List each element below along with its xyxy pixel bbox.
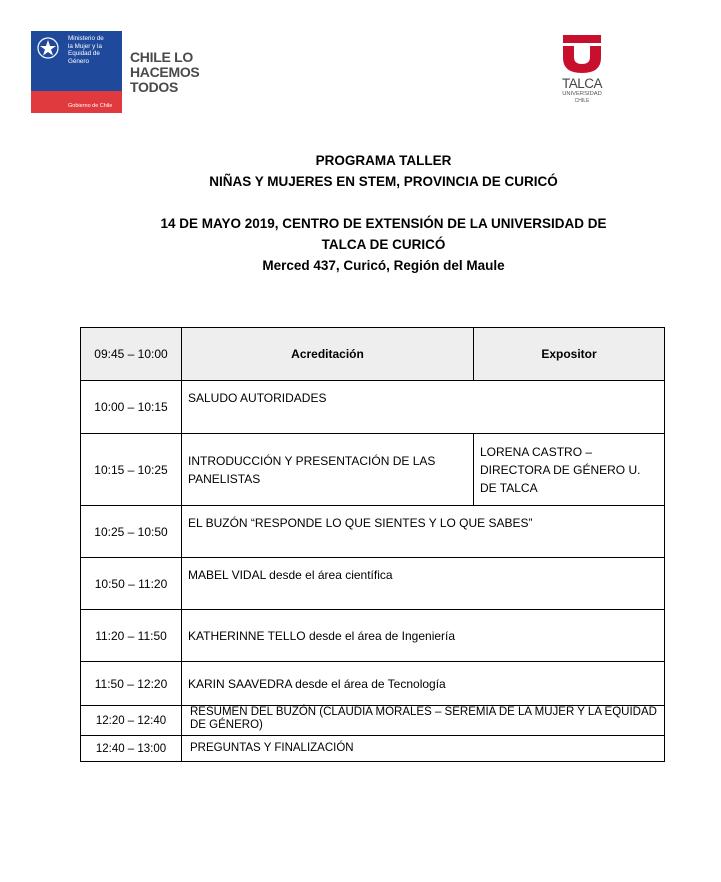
- date-venue-line1: 14 DE MAYO 2019, CENTRO DE EXTENSIÓN DE LA UNIVERSIDAD DE: [160, 216, 607, 231]
- logo-red-band: [31, 91, 122, 113]
- university-country: CHILE: [574, 98, 590, 104]
- row-time: 10:00 – 10:15: [81, 381, 182, 434]
- schedule-table: [80, 327, 665, 762]
- table-row: [81, 506, 665, 558]
- chile-coat-of-arms-icon: [35, 35, 61, 61]
- presenter-name: KARIN SAAVEDRA: [188, 676, 292, 691]
- presenter-name: KATHERINNE TELLO: [188, 628, 306, 643]
- row-activity: SALUDO AUTORIDADES: [182, 381, 665, 434]
- row-activity: INTRODUCCIÓN Y PRESENTACIÓN DE LAS PANELISTAS: [182, 434, 474, 506]
- header-time: 09:45 – 10:00: [81, 328, 182, 381]
- row-activity: PREGUNTAS Y FINALIZACIÓN: [182, 736, 665, 762]
- presenter-area: desde el área de Tecnología: [295, 676, 446, 691]
- slogan: CHILE LO HACEMOS TODOS: [130, 49, 200, 95]
- date-venue-line2: TALCA DE CURICÓ: [321, 237, 446, 252]
- table-row: [81, 706, 665, 736]
- government-label: Gobierno de Chile: [68, 103, 113, 109]
- header-presenter: Expositor: [474, 328, 665, 381]
- table-row: [81, 434, 665, 506]
- ministry-logo: [31, 31, 122, 113]
- table-row: [81, 381, 665, 434]
- row-activity: [182, 662, 665, 706]
- table-row: [81, 736, 665, 762]
- presenter-name: MABEL VIDAL: [188, 568, 266, 582]
- table-header-row: [81, 328, 665, 381]
- row-time: 12:40 – 13:00: [81, 736, 182, 762]
- row-time: 10:15 – 10:25: [81, 434, 182, 506]
- header-activity: Acreditación: [182, 328, 474, 381]
- address: Merced 437, Curicó, Región del Maule: [262, 258, 505, 273]
- university-subtitle: UNIVERSIDAD: [562, 91, 602, 97]
- row-time: 11:20 – 11:50: [81, 610, 182, 662]
- program-title: PROGRAMA TALLER: [315, 153, 452, 168]
- presenter-area: desde el área científica: [269, 568, 393, 582]
- row-activity: RESUMEN DEL BUZÓN (CLAUDIA MORALES – SEREMIA DE LA MUJER Y LA EQUIDAD DE GÉNERO): [182, 706, 665, 736]
- row-activity: EL BUZÓN “RESPONDE LO QUE SIENTES Y LO QUE SABES”: [182, 506, 665, 558]
- row-activity: [182, 558, 665, 610]
- row-time: 10:50 – 11:20: [81, 558, 182, 610]
- ministry-name: Ministerio de la Mujer y la Equidad de Género: [68, 35, 104, 65]
- presenter-area: desde el área de Ingeniería: [308, 628, 456, 643]
- row-activity: [182, 610, 665, 662]
- row-time: 11:50 – 12:20: [81, 662, 182, 706]
- utalca-mark-icon: [563, 35, 601, 73]
- table-row: [81, 558, 665, 610]
- row-time: 10:25 – 10:50: [81, 506, 182, 558]
- workshop-title: NIÑAS Y MUJERES EN STEM, PROVINCIA DE CURICÓ: [209, 174, 558, 189]
- row-presenter: LORENA CASTRO – DIRECTORA DE GÉNERO U. DE TALCA: [474, 434, 665, 506]
- table-row: [81, 662, 665, 706]
- row-time: 12:20 – 12:40: [81, 706, 182, 736]
- table-row: [81, 610, 665, 662]
- university-name: TALCA: [561, 76, 602, 91]
